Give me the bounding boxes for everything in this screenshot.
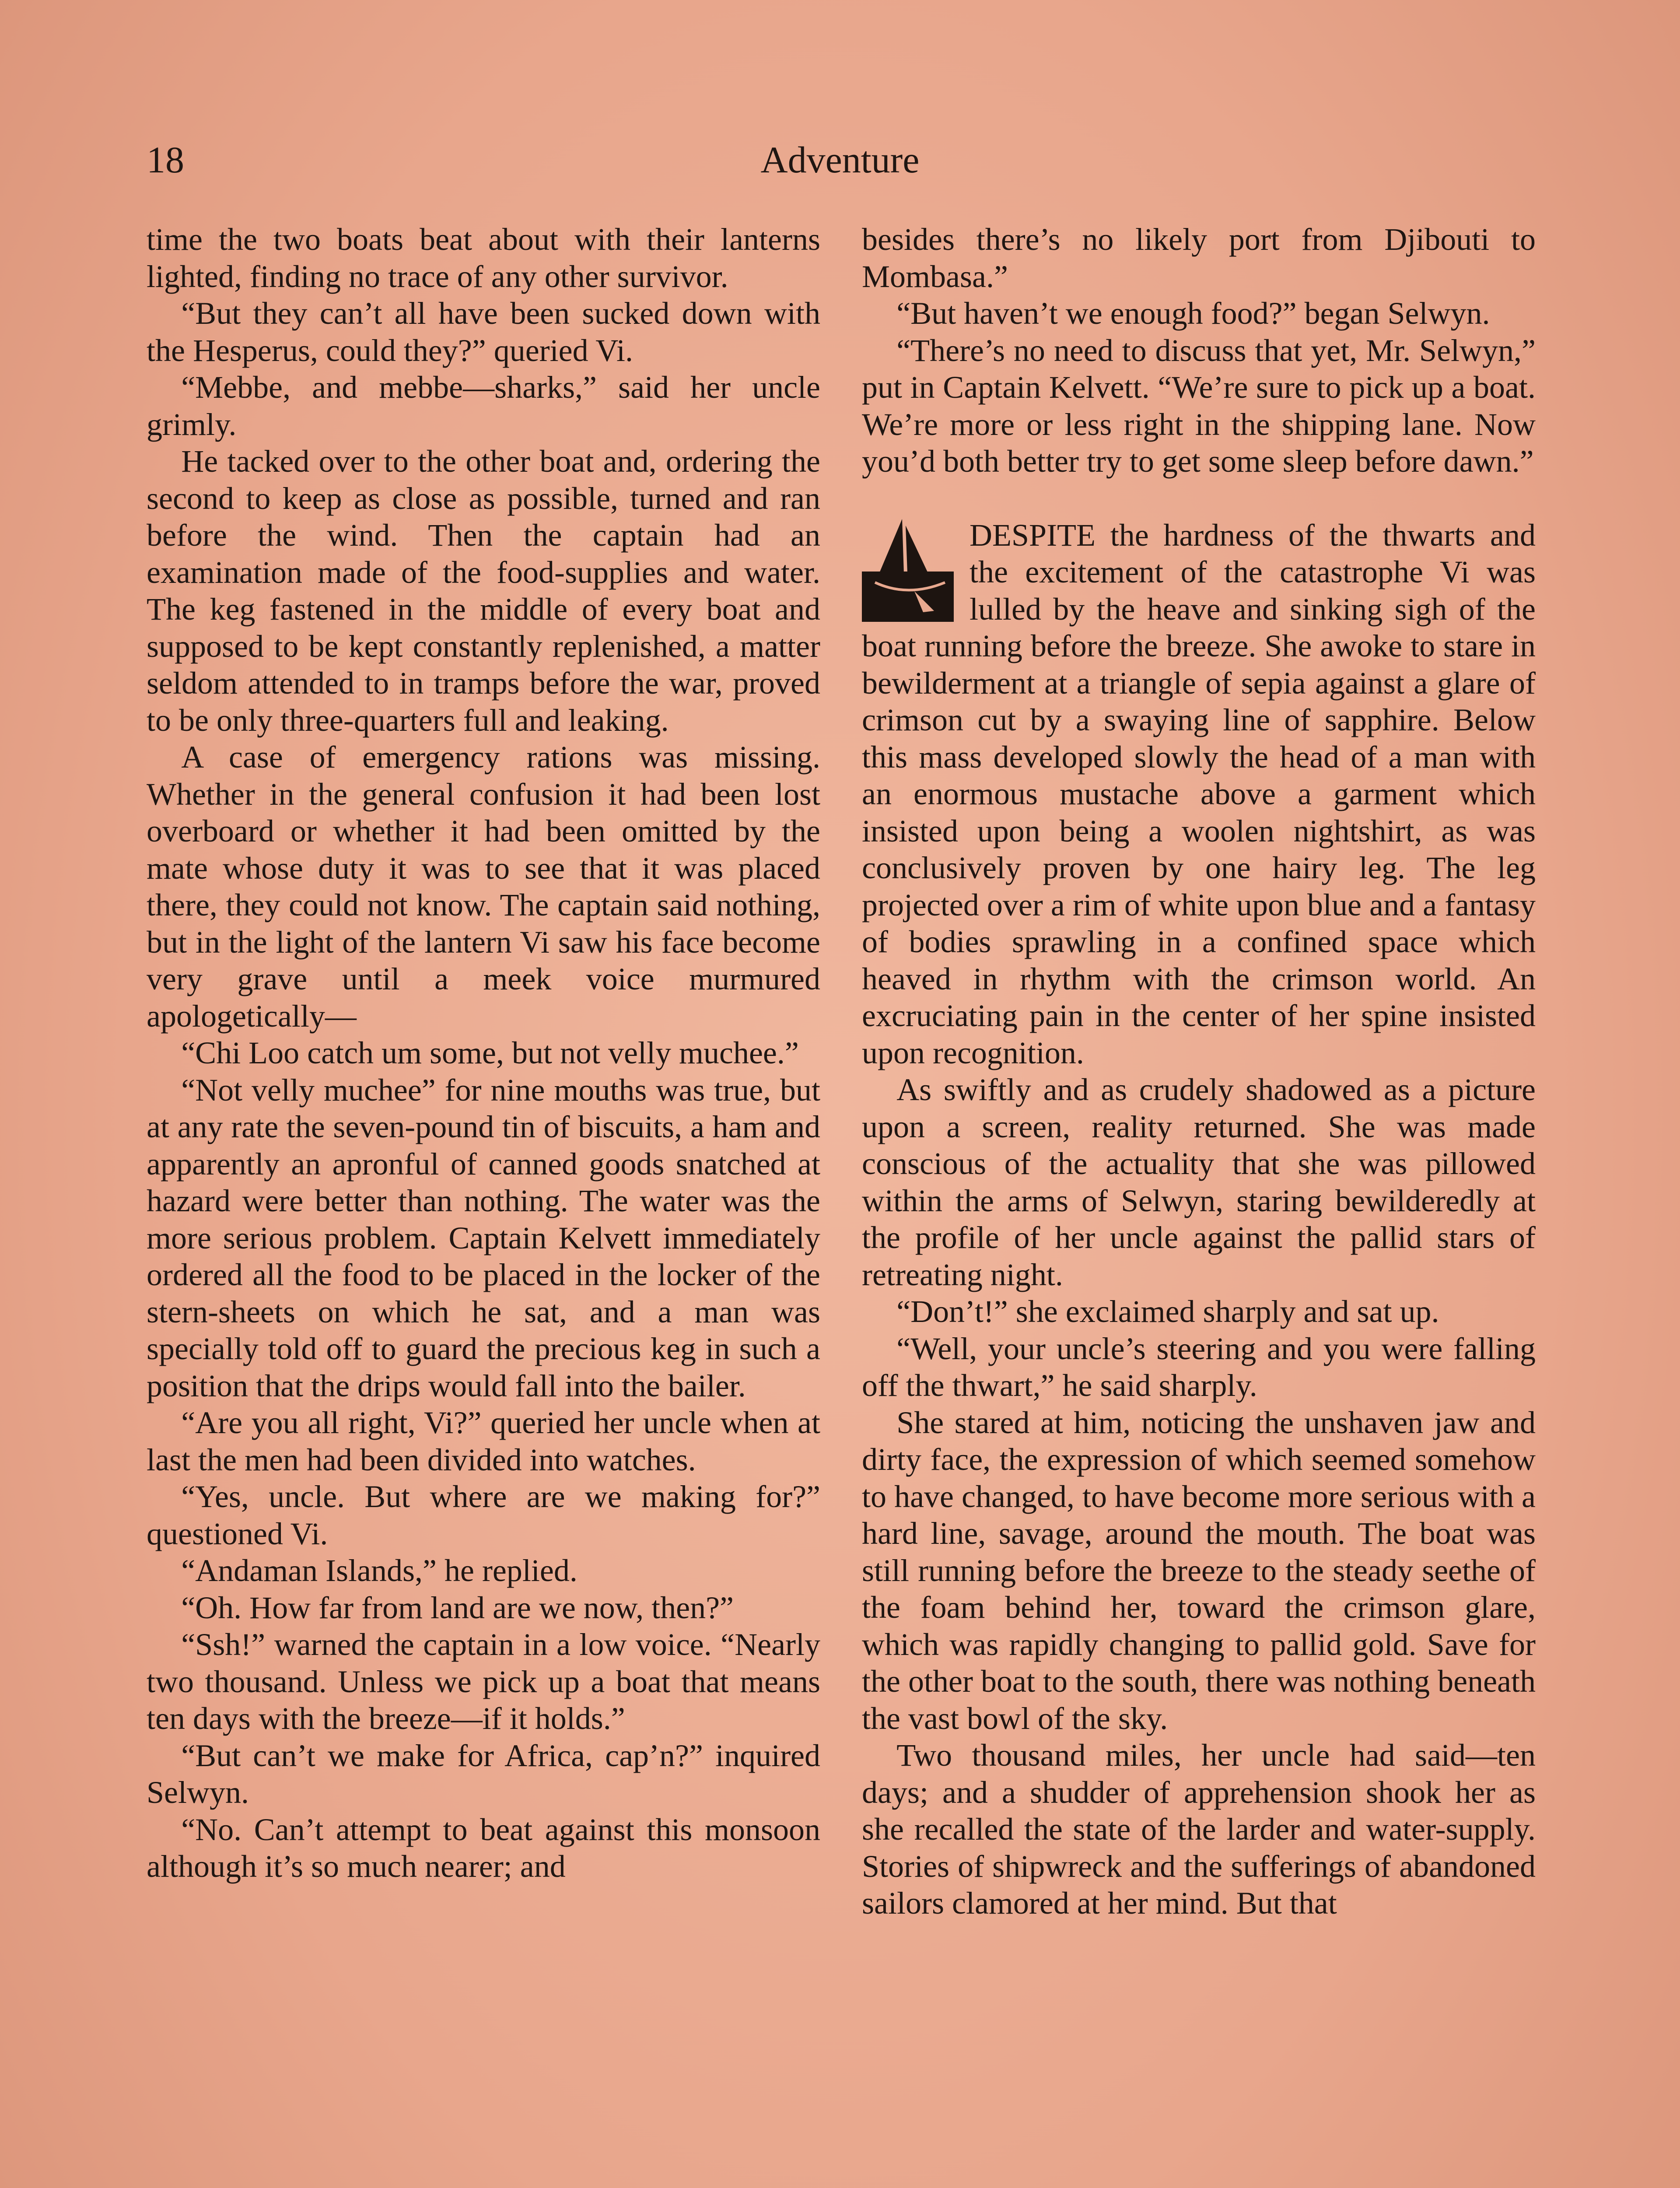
section-opening-paragraph [862,517,1536,1072]
lead-word: DESPITE [970,517,1096,553]
paragraph: “No. Can’t attempt to beat against this monsoon although it’s so much nearer; and [147,1812,820,1884]
paragraph: He tacked over to the other boat and, ordering the second to keep as close as possible, turned and ran before the wind. Then the captain had an examination made of the food-supplies and water. The keg fastened in the middle of every boat and supposed to be kept constantly replenished, a matter seldom attended to in tramps before the war, proved to be only three-quarters full and leaking. [147,444,820,738]
page-header [147,131,1533,188]
paragraph: “Oh. How far from land are we now, then?” [181,1590,734,1625]
paragraph: “Ssh!” warned the captain in a low voice. “Nearly two thousand. Unless we pick up a boat that means ten days with the breeze—if it holds.” [147,1627,820,1736]
paragraph: besides there’s no likely port from Djibouti to Mombasa.” [862,222,1536,294]
paragraph: “Chi Loo catch um some, but not velly muchee.” [181,1035,799,1070]
paragraph: “Are you all right, Vi?” queried her uncle when at last the men had been divided into watches. [147,1405,820,1477]
paragraph: “Mebbe, and mebbe—sharks,” said her uncle grimly. [147,370,820,442]
paragraph: She stared at him, noticing the unshaven jaw and dirty face, the expression of which seemed somehow to have changed, to have become more serious with a hard line, savage, around the mouth. The boat was still running before the breeze to the steady seethe of the foam behind her, toward the crimson glare, which was rapidly changing to pallid gold. Save for the other boat to the south, there was nothing beneath the vast bowl of the sky. [862,1405,1536,1736]
paragraph: “Yes, uncle. But where are we making for?” questioned Vi. [147,1479,820,1551]
running-title: Adventure [760,139,920,181]
page-number: 18 [147,139,184,181]
paragraph: “Well, your uncle’s steering and you were falling off the thwart,” he said sharply. [862,1331,1536,1403]
paragraph: time the two boats beat about with their lanterns lighted, finding no trace of any other survivor. [147,222,820,294]
paragraph: As swiftly and as crudely shadowed as a picture upon a screen, reality returned. She was made conscious of the actuality that she was pillowed within the arms of Selwyn, staring bewilderedly at the profile of her uncle against the pallid stars of retreating night. [862,1072,1536,1292]
paragraph: “There’s no need to discuss that yet, Mr. Selwyn,” put in Captain Kelvett. “We’re sure to pick up a boat. We’re more or less right in the shipping lane. Now you’d both better try to get some sleep before dawn.” [862,333,1536,479]
section-gap [862,480,1536,517]
paragraph: “But haven’t we enough food?” began Selwyn. [896,296,1490,331]
paragraph: “But can’t we make for Africa, cap’n?” inquired Selwyn. [147,1738,820,1810]
sailboat-ornament-icon [862,517,954,622]
left-column [147,221,820,2188]
paragraph: “Andaman Islands,” he replied. [181,1553,578,1588]
paragraph: Two thousand miles, her uncle had said—ten days; and a shudder of apprehension shook her as she recalled the state of the larder and water-supply. Stories of shipwreck and the sufferings of abandoned sailors clamored at her mind. But that [862,1738,1536,1921]
paragraph: “Don’t!” she exclaimed sharply and sat up. [896,1294,1439,1329]
paragraph: A case of emergency rations was missing. Whether in the general confusion it had been lost overboard or whether it had been omitted by the mate whose duty it was to see that it was placed there, they could not know. The captain said nothing, but in the light of the lantern Vi saw his face become very grave until a meek voice murmured apologetically— [147,740,820,1034]
paragraph: “Not velly muchee” for nine mouths was true, but at any rate the seven-pound tin of biscuits, a ham and apparently an apronful of canned goods snatched at hazard were better than nothing. The water was the more serious problem. Captain Kelvett immediately ordered all the food to be placed in the locker of the stern-sheets on which he sat, and a man was specially told off to guard the precious keg in such a position that the drips would fall into the bailer. [147,1072,820,1403]
right-column [862,221,1536,2188]
section-opening-text: the hardness of the thwarts and the excitement of the catastrophe Vi was lulled by the heave and sinking sigh of the boat running before the breeze. She awoke to stare in bewilderment at a triangle of sepia against a glare of crimson cut by a swaying line of sapphire. Below this mass developed slowly the head of a man with an enormous mustache above a garment which insisted upon being a woolen nightshirt, as was conclusively proven by one hairy leg. The leg projected over a rim of white upon blue and a fantasy of bodies sprawling in a confined space which heaved in rhythm with the crimson world. An excruciating pain in the center of her spine insisted upon recognition. [862,517,1536,1070]
paragraph: “But they can’t all have been sucked down with the Hesperus, could they?” queried Vi. [147,296,820,368]
